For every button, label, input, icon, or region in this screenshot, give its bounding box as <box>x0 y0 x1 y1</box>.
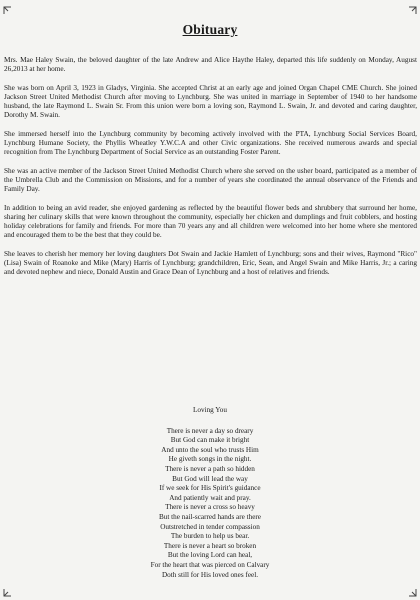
page-title: Obituary <box>182 22 238 37</box>
corner-ornament-icon <box>3 6 12 15</box>
paragraph-church: She was an active member of the Jackson Street United Methodist Church where she served on the usher board, participated as a member of the Umbrella Club and the Commission on Missions, and for a number of years she coordinated the annual observance of the Friends and Family Day. <box>4 167 417 193</box>
paragraph-community: She immersed herself into the Lynchburg community by becoming actively involved with the PTA, Lynchburg Social Services Board, Lynchburg Humane Society, the Phyllis Wheatley Y.W.C.A and other Civic organizations. She received numerous awards and special recognition from The Lynchburg Department of Social Service as an outstanding Foster Parent. <box>4 130 417 156</box>
paragraph-intro: Mrs. Mae Haley Swain, the beloved daughter of the late Andrew and Alice Haythe Haley, departed this life suddenly on Monday, August 26,2013 at her home. <box>4 56 417 73</box>
corner-ornament-icon <box>408 6 417 15</box>
poem-line: The burden to help us bear. <box>170 532 250 541</box>
poem-line: But God can make it bright <box>170 436 250 445</box>
poem <box>0 406 420 580</box>
corner-ornament-icon <box>3 588 12 597</box>
corner-ornament-icon <box>408 588 417 597</box>
paragraph-survivors: She leaves to cherish her memory her loving daughters Dot Swain and Jackie Hamlett of Lynchburg; sons and their wives, Raymond "Rico" (Lisa) Swain of Roanoke and Mike (Mary) Harris of Lynchburg; grandchildren, Eric, Sean, and Angel Swain and Mike Harris, Jr.; a caring and devoted nephew and niece, Donald Austin and Grace Dean of Lynchburg and a host of relatives and friends. <box>4 250 417 276</box>
poem-line: If we seek for His Spirit's guidance <box>159 484 261 493</box>
poem-line: Outstretched in tender compassion <box>160 522 260 531</box>
poem-line: But the nail-scarred hands are there <box>159 512 261 521</box>
poem-line: But the loving Lord can heal, <box>167 551 253 560</box>
poem-line: Doth still for His loved ones feel. <box>161 570 259 579</box>
paragraph-early-life: She was born on April 3, 1923 in Gladys, Virginia. She accepted Christ at an early age and joined Organ Chapel CME Church. She joined Jackson Street United Methodist Church after moving to Lynchburg. She was united in marriage in September of 1940 to her handsome husband, the late Raymond L. Swain Sr. From this union were born a loving son, Raymond L. Swain, Jr. and devoted and caring daughter, Dorothy M. Swain. <box>4 84 417 119</box>
poem-line: He giveth songs in the night. <box>168 455 252 464</box>
poem-line: And patiently wait and pray. <box>169 493 251 502</box>
poem-line: There is never a cross so heavy <box>165 503 255 512</box>
poem-line: For the heart that was pierced on Calvary <box>150 560 270 569</box>
poem-line: And unto the soul who trusts Him <box>161 445 259 454</box>
poem-line: But God will lead the way <box>172 474 248 483</box>
paragraph-hobbies: In addition to being an avid reader, she enjoyed gardening as reflected by the beautiful flower beds and shrubbery that surround her home, sharing her culinary skills that were known throughout the community, especially her chicken and dumplings and fruit cobblers, and hosting holiday celebrations for family and friends. For more than 70 years any and all children were welcomed into her home where she mentored and encouraged them to be the best that they could be. <box>4 204 417 239</box>
poem-line: There is never a path so hidden <box>165 464 255 473</box>
poem-title: Loving You <box>193 406 227 414</box>
obituary-body <box>4 56 417 287</box>
poem-line: There is never a day so dreary <box>166 426 254 435</box>
poem-line: There is never a heart so broken <box>163 541 257 550</box>
